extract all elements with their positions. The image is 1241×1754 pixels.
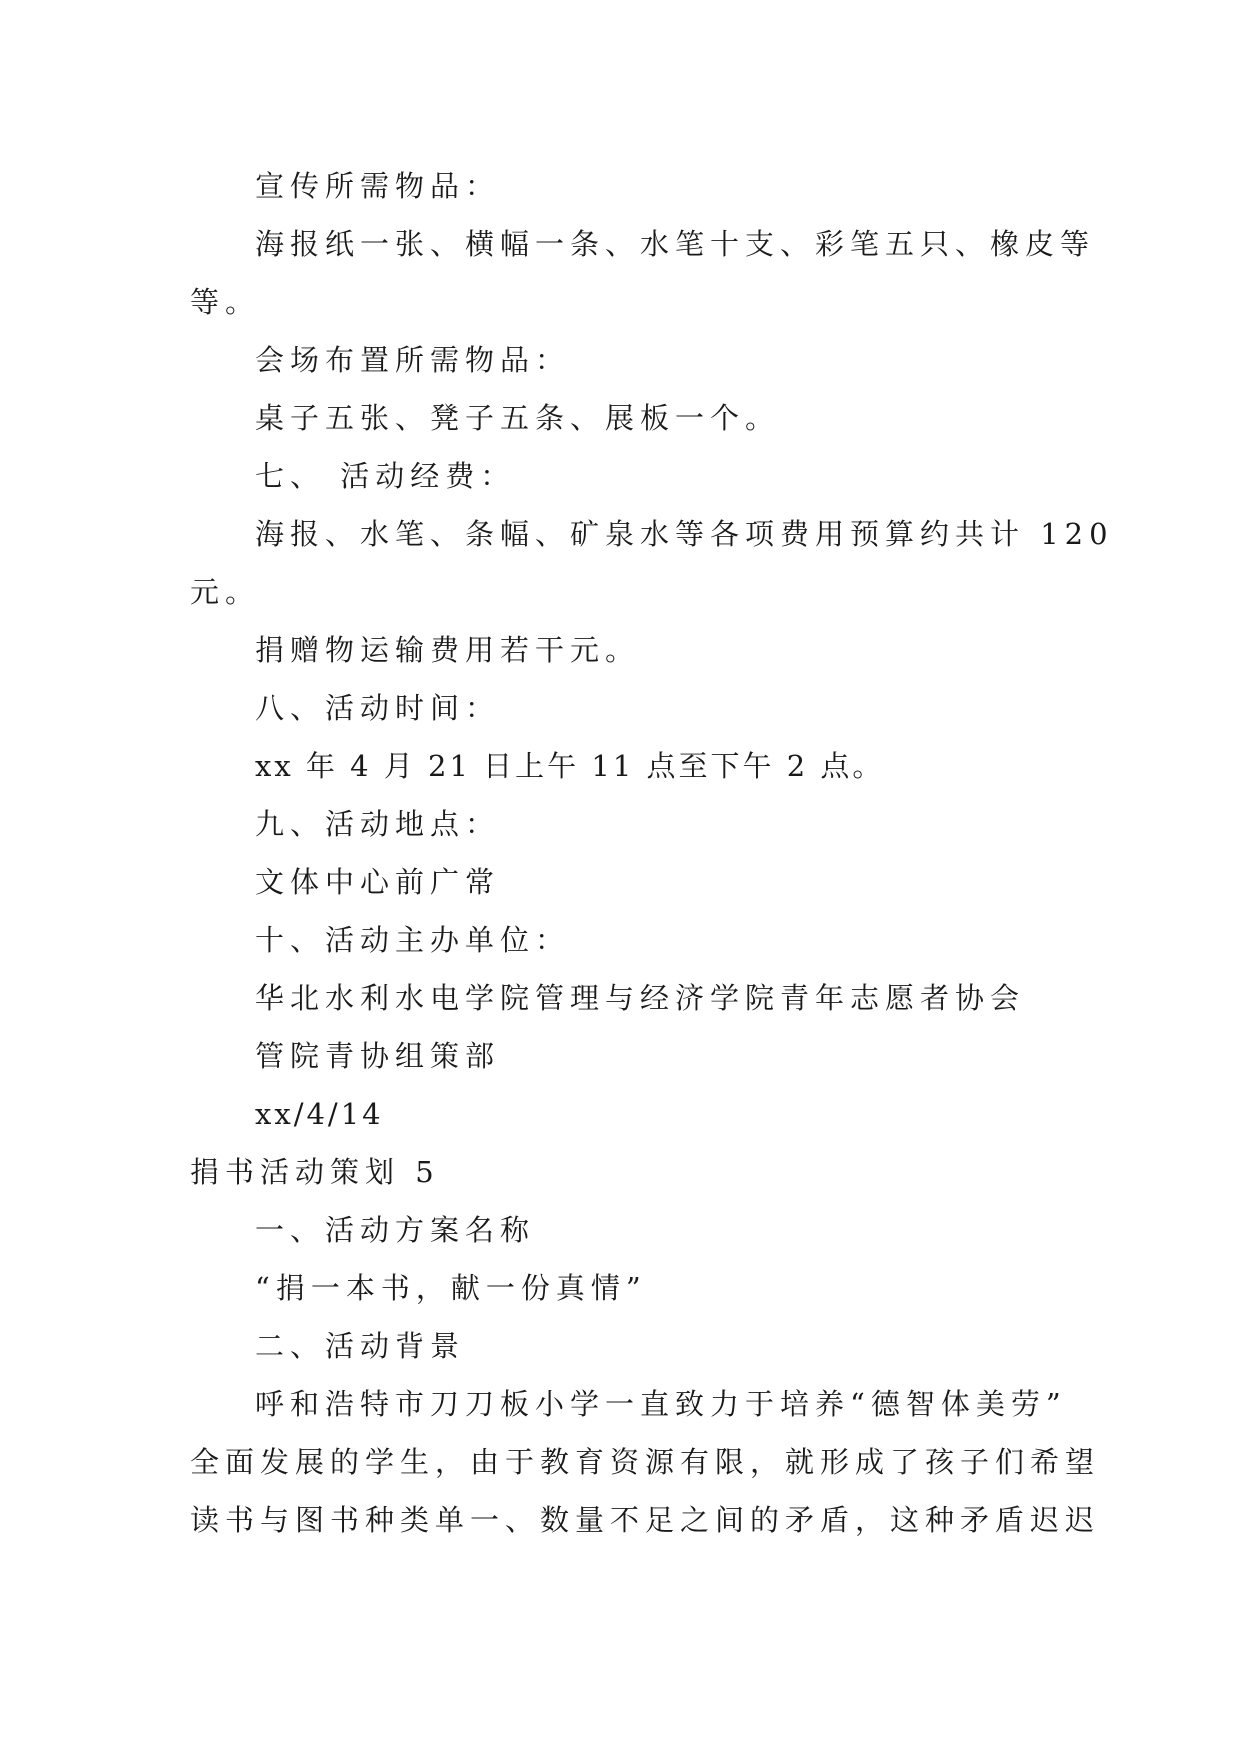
paragraph-line: 海报纸一张、横幅一条、水笔十支、彩笔五只、橡皮等 xyxy=(255,227,1096,261)
section-heading: 九、活动地点： xyxy=(255,807,501,841)
paragraph-line: 呼和浩特市刀刀板小学一直致力于培养“德智体美劳” xyxy=(255,1387,1067,1421)
paragraph-line: 华北水利水电学院管理与经济学院青年志愿者协会 xyxy=(255,981,1026,1015)
paragraph-line: 宣传所需物品： xyxy=(255,169,501,203)
paragraph-line: xx 年 4 月 21 日上午 11 点至下午 2 点。 xyxy=(255,749,885,783)
paragraph-line: “捐一本书，献一份真情” xyxy=(255,1271,647,1305)
section-heading: 二、活动背景 xyxy=(255,1329,466,1363)
section-heading: 八、活动时间： xyxy=(255,691,501,725)
document-title: 捐书活动策划 5 xyxy=(190,1155,440,1189)
section-heading: 一、活动方案名称 xyxy=(255,1213,536,1247)
paragraph-line: 等。 xyxy=(190,285,261,319)
paragraph-line: 全面发展的学生，由于教育资源有限，就形成了孩子们希望 xyxy=(190,1445,1101,1479)
paragraph-line: 捐赠物运输费用若干元。 xyxy=(255,633,641,667)
paragraph-line: 文体中心前广常 xyxy=(255,865,501,899)
paragraph-line: 管院青协组策部 xyxy=(255,1039,501,1073)
paragraph-line: 元。 xyxy=(190,575,261,609)
paragraph-line: 海报、水笔、条幅、矿泉水等各项费用预算约共计 120 xyxy=(255,517,1114,551)
paragraph-line: 桌子五张、凳子五条、展板一个。 xyxy=(255,401,781,435)
date-line: xx/4/14 xyxy=(255,1097,384,1131)
section-heading: 七、 活动经费： xyxy=(255,459,516,493)
section-heading: 十、活动主办单位： xyxy=(255,923,571,957)
paragraph-line: 读书与图书种类单一、数量不足之间的矛盾，这种矛盾迟迟 xyxy=(190,1503,1101,1537)
paragraph-line: 会场布置所需物品： xyxy=(255,343,571,377)
